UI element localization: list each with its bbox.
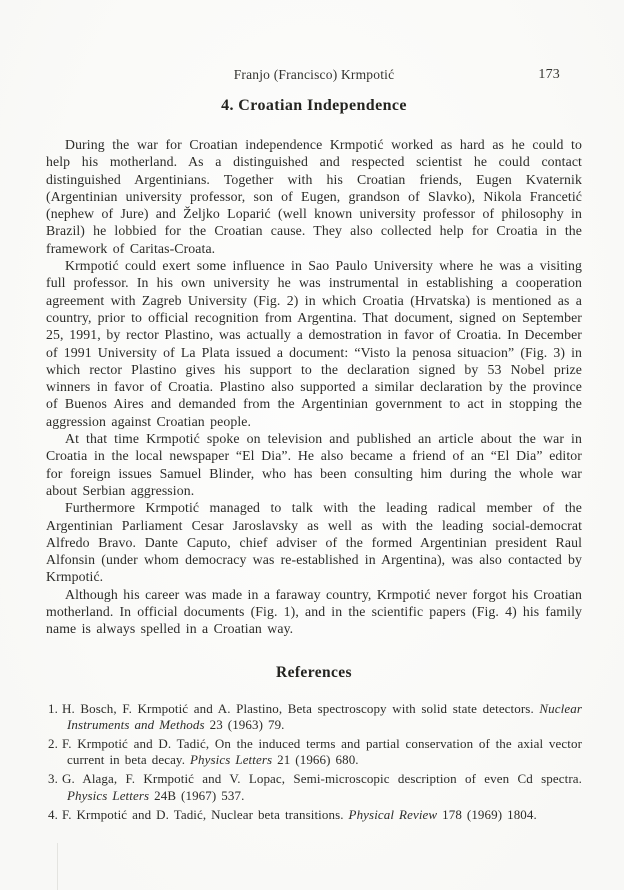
reference-text: 24B (1967) 537. <box>149 787 245 803</box>
paragraph: At that time Krmpotić spoke on television and published an article about the war in Croatia in the local newspaper “El Dia”. He also became a friend of an “El Dia” editor for foreign issues Samuel Blinder, who has been consulting him during the whole war about Serbian aggression. <box>46 431 582 498</box>
references-heading: References <box>275 663 352 681</box>
page-number: 173 <box>538 67 560 82</box>
running-header <box>46 66 582 83</box>
paragraph: During the war for Croatian independence Krmpotić worked as hard as he could to help his motherland. As a distinguished and respected scientist he could contact distinguished Argentinians. Together with his Croatian friends, Eugen Kvaternik (Argentinian university professor, son of Eugen, grandson of Slavko), Nikola Francetić (nephew of Jure) and Željko Loparić (well known university professor of philosophy in Brazil) he lobbied for the Croatian cause. They also collected help for Croatia in the framework of Caritas-Croata. <box>46 137 582 256</box>
section-title: 4. Croatian Independence <box>221 97 407 114</box>
reference-journal: Nuclear Instruments and Methods <box>67 700 582 732</box>
paragraph: Although his career was made in a faraway country, Krmpotić never forgot his Croatian motherland. In official documents (Fig. 1), and in the scientific papers (Fig. 4) his family name is always spelled in a Croatian way. <box>46 586 582 637</box>
reference-item <box>48 701 582 733</box>
reference-number: 4. <box>48 806 58 822</box>
paragraph: Furthermore Krmpotić managed to talk with the leading radical member of the Argentinian Parliament Cesar Jaroslavsky as well as with the leading social-democrat Alfredo Bravo. Dante Caputo, chief adviser of the formed Argentinian president Raul Alfonsin (under whom democracy was re-established in Argentina), was also contacted by Krmpotić. <box>46 500 582 585</box>
running-title: Franjo (Francisco) Krmpotić <box>233 67 395 82</box>
reference-text: H. Bosch, F. Krmpotić and A. Plastino, Beta spectroscopy with solid state detectors. <box>61 700 540 716</box>
reference-text: 21 (1966) 680. <box>272 752 359 768</box>
reference-text: F. Krmpotić and D. Tadić, On the induced terms and partial conservation of the axial vector current in beta decay. <box>61 736 582 768</box>
reference-item <box>48 771 582 803</box>
reference-item <box>48 736 582 768</box>
reference-journal: Physical Review <box>348 806 438 822</box>
reference-number: 2. <box>48 736 58 752</box>
reference-text: 23 (1963) 79. <box>204 716 285 732</box>
reference-journal: Physics Letters <box>190 752 273 768</box>
references-list <box>46 701 582 823</box>
reference-item <box>48 807 582 823</box>
reference-text: G. Alaga, F. Krmpotić and V. Lopac, Semi-microscopic description of even Cd spectra. <box>61 771 582 787</box>
paragraph: Krmpotić could exert some influence in Sao Paulo University where he was a visiting full professor. In his own university he was instrumental in establishing a cooperation agreement with Zagreb University (Fig. 2) in which Croatia (Hrvatska) is mentioned as a country, prior to official recognition from Argentina. That document, signed on September 25, 1991, by rector Plastino, was actually a demostration in favor of Croatia. In December of 1991 University of La Plata issued a document: “Visto la penosa situacion” (Fig. 3) in which rector Plastino gives his support to the declaration signed by 53 Nobel prize winners in favor of Croatia. Plastino also supported a similar declaration by the province of Buenos Aires and demanded from the Argentinian government to act in stopping the aggression against Croatian people. <box>46 258 582 429</box>
scan-edge-artifact <box>57 843 58 890</box>
reference-number: 3. <box>48 771 58 787</box>
reference-text: F. Krmpotić and D. Tadić, Nuclear beta transitions. <box>61 806 349 822</box>
reference-number: 1. <box>48 700 58 716</box>
reference-journal: Physics Letters <box>67 787 150 803</box>
reference-text: 178 (1969) 1804. <box>437 806 537 822</box>
body-paragraphs <box>46 136 582 638</box>
